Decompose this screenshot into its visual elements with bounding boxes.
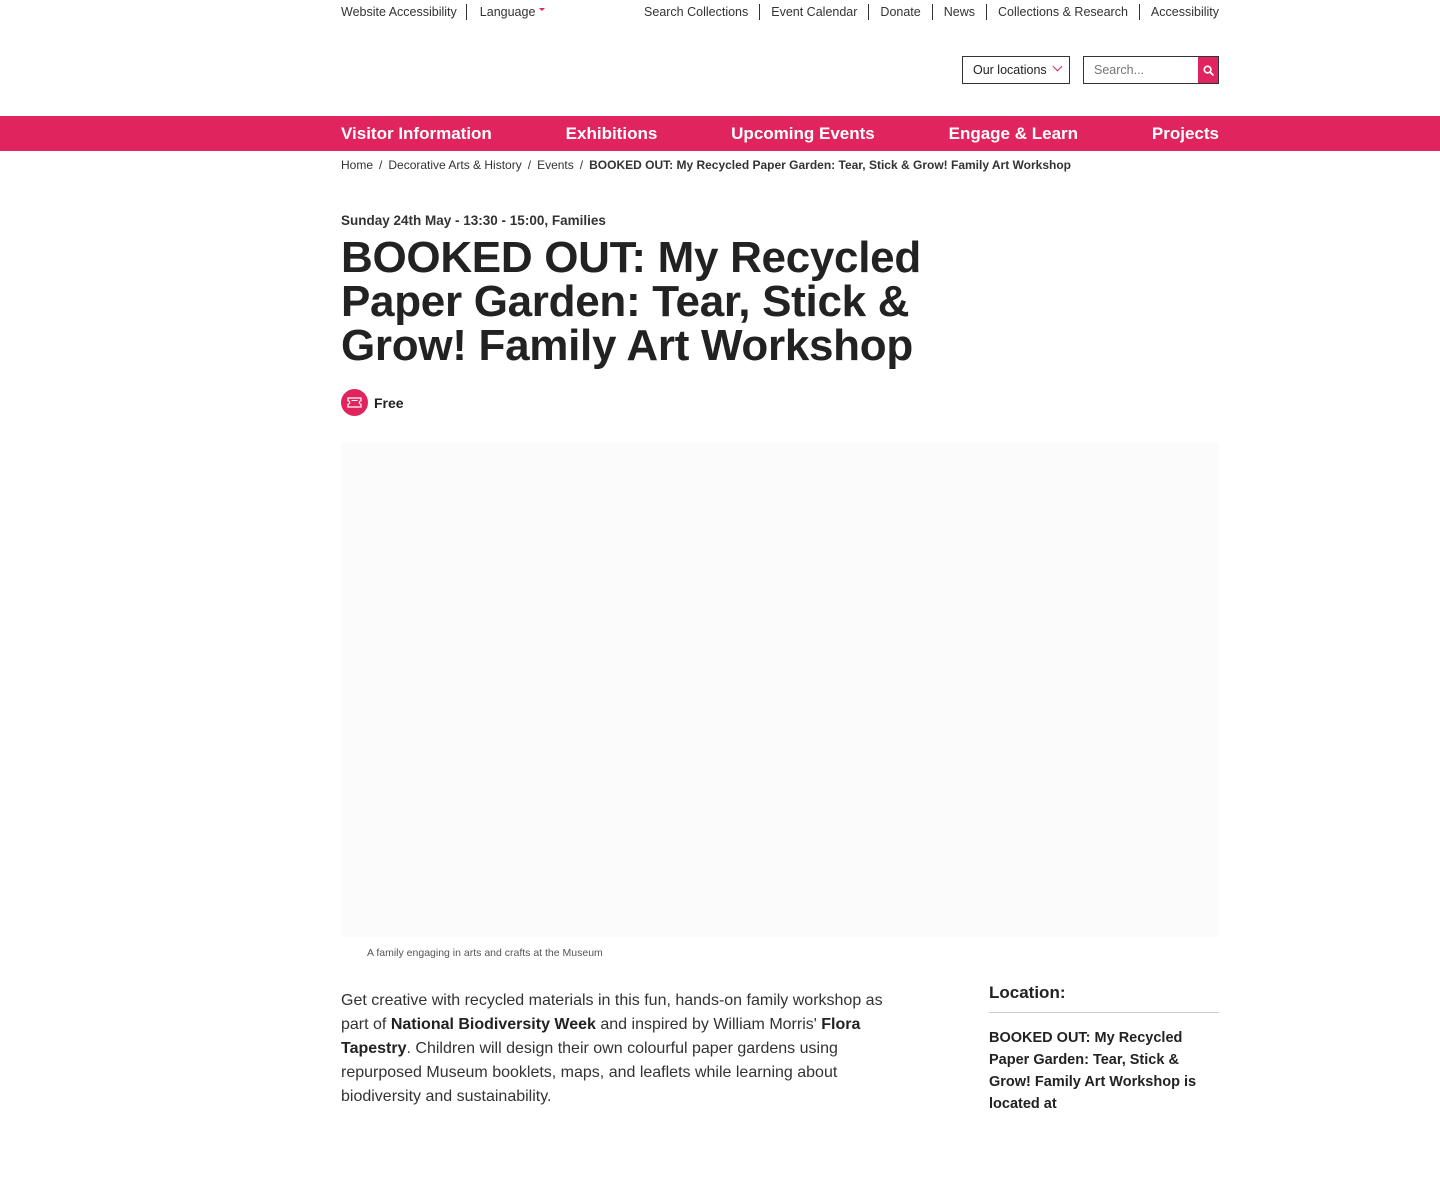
utility-bar bbox=[341, 0, 1219, 24]
description-text: and inspired by William Morris' bbox=[595, 1016, 822, 1033]
breadcrumb-events[interactable]: Events bbox=[537, 158, 574, 172]
nav-projects[interactable]: Projects bbox=[1151, 123, 1219, 143]
breadcrumb bbox=[341, 158, 1219, 172]
search-button[interactable] bbox=[1198, 57, 1218, 83]
donate-link[interactable]: Donate bbox=[880, 5, 921, 19]
caret-down-icon bbox=[539, 8, 545, 11]
location-text: BOOKED OUT: My Recycled Paper Garden: Tear, Stick & Grow! Family Art Workshop is located at bbox=[989, 1030, 1197, 1112]
breadcrumb-home[interactable]: Home bbox=[341, 158, 374, 172]
description-text: . Children will design their own colourful paper gardens using repurposed Museum booklets, maps, and leaflets while learning about biodiversity and sustainability. bbox=[341, 1040, 838, 1105]
language-dropdown[interactable] bbox=[480, 5, 546, 19]
event-meta: Sunday 24th May - 13:30 - 15:00, Families bbox=[341, 213, 606, 228]
language-label: Language bbox=[479, 5, 536, 19]
event-description bbox=[341, 989, 911, 1109]
page-title: BOOKED OUT: My Recycled Paper Garden: Tear, Stick & Grow! Family Art Workshop bbox=[341, 233, 921, 370]
nav-engage-learn[interactable]: Engage & Learn bbox=[948, 123, 1079, 143]
divider bbox=[932, 4, 933, 20]
divider bbox=[868, 4, 869, 20]
search-icon bbox=[1203, 65, 1214, 76]
price-info bbox=[341, 389, 1219, 416]
location-heading: Location: bbox=[989, 983, 1219, 1013]
location-sidebar bbox=[989, 983, 1219, 1115]
news-link[interactable]: News bbox=[943, 5, 975, 19]
breadcrumb-separator: / bbox=[579, 158, 584, 172]
event-calendar-link[interactable]: Event Calendar bbox=[771, 5, 858, 19]
image-caption: A family engaging in arts and crafts at the Museum bbox=[367, 947, 603, 959]
chevron-down-icon bbox=[1053, 62, 1063, 72]
nav-exhibitions[interactable]: Exhibitions bbox=[565, 123, 658, 143]
ticket-icon bbox=[341, 389, 368, 416]
collections-research-link[interactable]: Collections & Research bbox=[998, 5, 1128, 19]
divider bbox=[759, 4, 760, 20]
search-input[interactable] bbox=[1084, 57, 1198, 83]
divider bbox=[1139, 4, 1140, 20]
divider bbox=[986, 4, 987, 20]
breadcrumb-current: BOOKED OUT: My Recycled Paper Garden: Tear, Stick & Grow! Family Art Workshop bbox=[589, 158, 1072, 172]
header-tools bbox=[341, 24, 1219, 116]
price-label: Free bbox=[374, 394, 404, 411]
event-image bbox=[341, 443, 1219, 937]
event-content bbox=[341, 983, 1219, 1189]
nav-upcoming-events[interactable]: Upcoming Events bbox=[731, 123, 875, 143]
nav-visitor-information[interactable]: Visitor Information bbox=[341, 123, 492, 143]
search-collections-link[interactable]: Search Collections bbox=[644, 5, 749, 19]
locations-select[interactable] bbox=[962, 56, 1070, 84]
locations-label: Our locations bbox=[973, 63, 1047, 77]
search-form bbox=[1083, 56, 1219, 84]
breadcrumb-decorative-arts[interactable]: Decorative Arts & History bbox=[388, 158, 522, 172]
breadcrumb-separator: / bbox=[379, 158, 383, 172]
accessibility-link[interactable]: Accessibility bbox=[1150, 5, 1219, 19]
description-emphasis: National Biodiversity Week bbox=[390, 1016, 596, 1033]
description-emphasis: Flora Tapestry bbox=[341, 1016, 861, 1057]
description-text: Get creative with recycled materials in this fun, hands-on family workshop as part of bbox=[341, 992, 883, 1033]
divider bbox=[466, 4, 467, 20]
main-nav bbox=[0, 116, 1440, 151]
website-accessibility-link[interactable]: Website Accessibility bbox=[341, 5, 457, 19]
breadcrumb-separator: / bbox=[527, 158, 532, 172]
